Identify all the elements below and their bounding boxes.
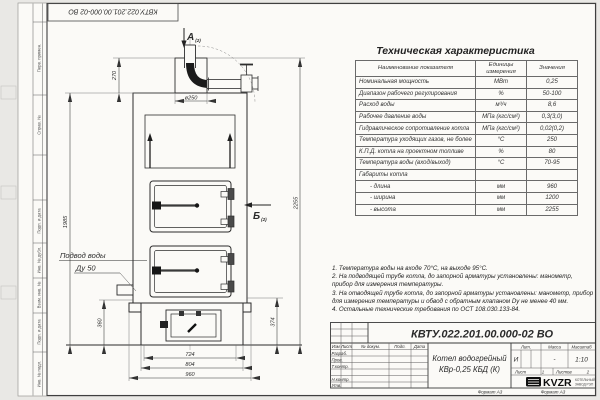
upper-door [150, 181, 234, 232]
spec-cell-value: 70-95 [527, 158, 578, 170]
dim-804: 804 [185, 362, 195, 368]
spec-cell-unit: °С [476, 134, 527, 146]
sheets-label: Листов [556, 369, 572, 375]
note-3: 3. На отводящей трубе котла, до запорной арматуры установлены: манометр, прибор для измерения температуры и обвод с обратным клапаном Dу не менее 40 мм. [332, 289, 594, 305]
strip-label-inv-dubl: Инв. № дубл. [36, 246, 42, 274]
mass-label: Масса [548, 344, 561, 350]
note-4: 4. Остальные технические требования по ОСТ 108.030.133-84. [332, 305, 521, 313]
technical-characteristics [355, 45, 565, 216]
row-prov: Пров. [331, 357, 343, 363]
spec-row [356, 111, 578, 123]
sheet-label: Лист [515, 369, 527, 375]
spec-cell-name: Диапазон рабочего регулирования [356, 88, 476, 100]
door-handle-hub [152, 267, 161, 275]
scale-label: Масштаб [571, 344, 592, 350]
dim-270: 270 [112, 70, 118, 81]
spec-row [356, 134, 578, 146]
spec-table [355, 60, 578, 216]
spec-cell-name: Гидравлическое сопротивление котла [356, 123, 476, 135]
col-list: Лист [340, 344, 353, 349]
company-name-line2: ЗАВОД РЭП [575, 382, 594, 387]
lit-label: Лит. [520, 344, 532, 350]
spec-cell-unit: МВт [476, 77, 527, 89]
row-nkontr: Н.контр. [331, 376, 350, 382]
section-b-label: $Б_{(2)}$ [253, 211, 267, 222]
spec-row [356, 146, 578, 158]
product-name-line2: КВр-0,25 КБД (К) [438, 365, 501, 374]
spec-cell-unit [476, 169, 527, 181]
spec-row [356, 77, 578, 89]
spec-row [356, 158, 578, 170]
spec-cell-value: 960 [527, 181, 578, 193]
technical-notes [332, 265, 594, 314]
company-name-line1: КОТЕЛЬНЫЙ [575, 378, 595, 382]
inlet-label-line1: Подвод воды [60, 251, 106, 260]
note-1: 1. Температура воды на входе 70°С, на выходе 95°С. [332, 265, 488, 272]
row-razrab: Разраб. [331, 350, 348, 356]
sheet-value: 1 [541, 369, 545, 375]
col-podp: Подп. [394, 344, 406, 349]
dim-360: 360 [97, 318, 104, 328]
spec-cell-name: - ширина [356, 192, 476, 204]
format-label-right: Формат А3 [540, 389, 566, 395]
spec-cell-value: 2255 [527, 204, 578, 216]
water-inlet-stub [117, 285, 133, 295]
scale-value: 1:10 [575, 356, 588, 364]
spec-row [356, 123, 578, 135]
inlet-label-line2: Ду 50 [76, 263, 96, 273]
top-stamp-number: КВТУ.022.201.00.000-02 ВО [68, 7, 158, 15]
spec-cell-unit: мм [476, 204, 527, 216]
spec-cell-value: 1200 [527, 192, 578, 204]
spec-row [356, 88, 578, 100]
ash-door [160, 310, 221, 341]
spec-cell-name: - высота [356, 204, 476, 216]
spec-cell-value: 50-100 [527, 88, 578, 100]
sheets-value: 2 [586, 369, 590, 375]
spec-row [356, 181, 578, 193]
spec-row [356, 100, 578, 112]
strip-label-podp-data-1: Подп. и дата [36, 208, 42, 234]
door-handle-hub [152, 202, 161, 210]
col-izm: Изм [331, 344, 340, 349]
strip-label-sprav: Справ. № [36, 115, 42, 135]
strip-label-podp-data-2: Подп. и дата [36, 319, 42, 345]
spec-cell-value: 8,6 [527, 100, 578, 112]
strip-label-vzam-inv: Взам. инв. № [36, 281, 42, 309]
spec-row [356, 204, 578, 216]
spec-cell-unit: мм [476, 192, 527, 204]
spec-cell-unit: МПа (кгс/см²) [476, 123, 527, 135]
spec-header-value: Значения [527, 61, 578, 77]
spec-cell-name: Номинальная мощность [356, 77, 476, 89]
spec-cell-name: Температура воды (вход/выход) [356, 158, 476, 170]
dim-250: ø250 [184, 95, 198, 102]
spec-header-units: Единицы измерения [476, 61, 527, 77]
spec-cell-name: К.П.Д. котла на проектном топливе [356, 146, 476, 158]
strip-label-inv-podl: Инв. № подл. [36, 360, 42, 388]
spec-cell-name: Расход воды [356, 100, 476, 112]
mass-value: - [553, 356, 556, 364]
note-2: 2. На подводящей трубе котла, до запорной арматуры установлены: манометр, прибор для измерения температуры. [332, 273, 573, 289]
spec-cell-name: Габариты котла [356, 169, 476, 181]
spec-row [356, 192, 578, 204]
horizontal-duct [207, 78, 241, 91]
dim-2255: 2255 [293, 196, 300, 210]
col-data: Дата [413, 344, 426, 349]
spec-cell-name: - длина [356, 181, 476, 193]
row-tkontr: Т.контр. [331, 363, 349, 369]
spec-header-name: Наименование показателя [356, 61, 476, 77]
spec-cell-value [527, 169, 578, 181]
ash-door-handle [160, 321, 168, 328]
spec-table-title: Техническая характеристика [376, 45, 535, 57]
spec-header-row [356, 61, 578, 77]
section-a-label: $А_{(2)}$ [187, 32, 201, 43]
spec-cell-unit: мм [476, 181, 527, 193]
product-name-line1: Котел водогрейный [432, 354, 507, 363]
spec-cell-value: 0,25 [527, 77, 578, 89]
dim-724: 724 [185, 352, 195, 358]
logo-text: KVZR [543, 376, 572, 389]
spec-cell-value: 250 [527, 134, 578, 146]
strip-label-perv-primen: Перв. примен. [36, 43, 42, 73]
col-dokum: № докум. [361, 344, 380, 349]
lower-door [150, 246, 234, 297]
spec-row [356, 169, 578, 181]
dim-960: 960 [185, 372, 195, 378]
dim-374: 374 [270, 317, 277, 327]
spec-cell-value: 80 [527, 146, 578, 158]
spec-cell-unit: % [476, 88, 527, 100]
spec-cell-unit: МПа (кгс/см²) [476, 111, 527, 123]
spec-cell-value: 0,3(3,0) [527, 111, 578, 123]
format-label-left: Формат А3 [477, 389, 503, 395]
spec-cell-value: 0,02(0,2) [527, 123, 578, 135]
spec-cell-unit: °С [476, 158, 527, 170]
row-utv: Утв. [331, 383, 342, 388]
title-block-doc-number: КВТУ.022.201.00.000-02 ВО [410, 328, 554, 341]
lit-value: И [513, 356, 519, 364]
spec-cell-unit: м³/ч [476, 100, 527, 112]
spec-cell-name: Рабочее давление воды [356, 111, 476, 123]
dim-1985: 1985 [63, 215, 69, 229]
spec-cell-name: Температура уходящих газов, не более [356, 134, 476, 146]
spec-cell-unit: % [476, 146, 527, 158]
